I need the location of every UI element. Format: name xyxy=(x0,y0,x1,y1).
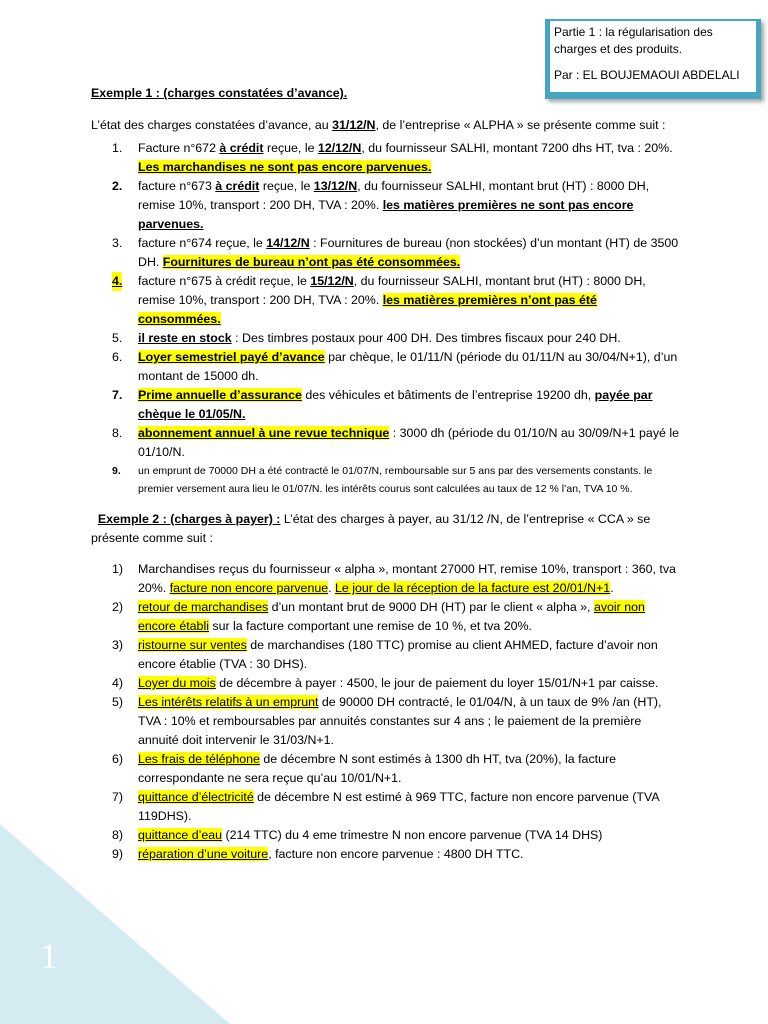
example1-list xyxy=(91,139,681,498)
list-item: 4) Loyer du mois de décembre à payer : 4500, le jour de paiement du loyer 15/01/N+1 par caisse. xyxy=(112,676,659,690)
header-author: Par : EL BOUJEMAOUI ABDELALI xyxy=(554,68,740,82)
example2-heading: Exemple 2 : (charges à payer) : L’état des charges à payer, au 31/12 /N, de l’entreprise « CCA » se présente comme suit : xyxy=(91,512,651,545)
list-item: 1) Marchandises reçus du fournisseur « alpha », montant 27000 HT, remise 10%, transport : 360, tva 20%. facture non encore parvenue. Le jour de la réception de la facture est 20/01/N+1. xyxy=(112,562,676,595)
list-item: 7. Prime annuelle d’assurance des véhicules et bâtiments de l’entreprise 19200 dh, payée par chèque le 01/05/N. xyxy=(112,388,653,421)
example2-list xyxy=(91,560,681,864)
list-item: 2) retour de marchandises d’un montant brut de 9000 DH (HT) par le client « alpha », avoir non encore établi sur la facture comportant une remise de 10 %, et tva 20%. xyxy=(112,600,645,633)
list-item: 3. facture n°674 reçue, le 14/12/N : Fournitures de bureau (non stockées) d’un montant (HT) de 3500 DH. Fournitures de bureau n’ont pas été consommées. xyxy=(112,236,679,269)
list-item: 2. facture n°673 à crédit reçue, le 13/12/N, du fournisseur SALHI, montant brut (HT) : 8000 DH, remise 10%, transport : 200 DH, TVA : 20%. les matières premières ne sont pas encore parvenues. xyxy=(112,179,650,231)
example1-intro: L’état des charges constatées d’avance, au 31/12/N, de l’entreprise « ALPHA » se présente comme suit : xyxy=(91,118,666,132)
list-item: 8. abonnement annuel à une revue technique : 3000 dh (période du 01/10/N au 30/09/N+1 payé le 01/10/N. xyxy=(112,426,679,459)
list-item: 6. Loyer semestriel payé d’avance par chèque, le 01/11/N (période du 01/11/N au 30/04/N+1), d’un montant de 15000 dh. xyxy=(112,350,678,383)
example1-title: Exemple 1 : (charges constatées d’avance). xyxy=(91,86,348,100)
list-item: 6) Les frais de téléphone de décembre N sont estimés à 1300 dh HT, tva (20%), la facture correspondante ne sera reçue qu’au 10/01/N+1. xyxy=(112,752,616,785)
list-item: 5. il reste en stock : Des timbres postaux pour 400 DH. Des timbres fiscaux pour 240 DH. xyxy=(112,331,621,345)
list-item: 9. un emprunt de 70000 DH a été contracté le 01/07/N, remboursable sur 5 ans par des versements constants. le premier versement aura lieu le 01/07/N. les intérêts courus sont calculées au taux de 12 % l’an, TVA 10 %. xyxy=(112,465,653,495)
list-item: 5) Les intérêts relatifs à un emprunt de 90000 DH contracté, le 01/04/N, à un taux de 9% /an (HT), TVA : 10% et remboursables par annuités constantes sur 4 ans ; le paiement de la première annuité doit intervenir le 31/03/N+1. xyxy=(112,695,662,747)
header-title: Partie 1 : la régularisation des charges et des produits. xyxy=(554,25,713,56)
list-item: 7) quittance d’électricité de décembre N est estimé à 969 TTC, facture non encore parvenue (TVA 119DHS). xyxy=(112,790,659,823)
list-item: 4. facture n°675 à crédit reçue, le 15/12/N, du fournisseur SALHI, montant brut (HT) : 8000 DH, remise 10%, transport : 200 DH, TVA : 20%. les matières premières n’ont pas été consommées. xyxy=(112,274,646,326)
list-item: 1. Facture n°672 à crédit reçue, le 12/12/N, du fournisseur SALHI, montant 7200 dhs HT, tva : 20%. Les marchandises ne sont pas encore parvenues. xyxy=(112,141,673,174)
page-number: 1 xyxy=(40,936,58,976)
document-body xyxy=(91,84,681,864)
list-item: 9) réparation d’une voiture, facture non encore parvenue : 4800 DH TTC. xyxy=(112,847,524,861)
list-item: 8) quittance d’eau (214 TTC) du 4 eme trimestre N non encore parvenue (TVA 14 DHS) xyxy=(112,828,603,842)
list-item: 3) ristourne sur ventes de marchandises (180 TTC) promise au client AHMED, facture d’avoir non encore établie (TVA : 30 DHS). xyxy=(112,638,658,671)
